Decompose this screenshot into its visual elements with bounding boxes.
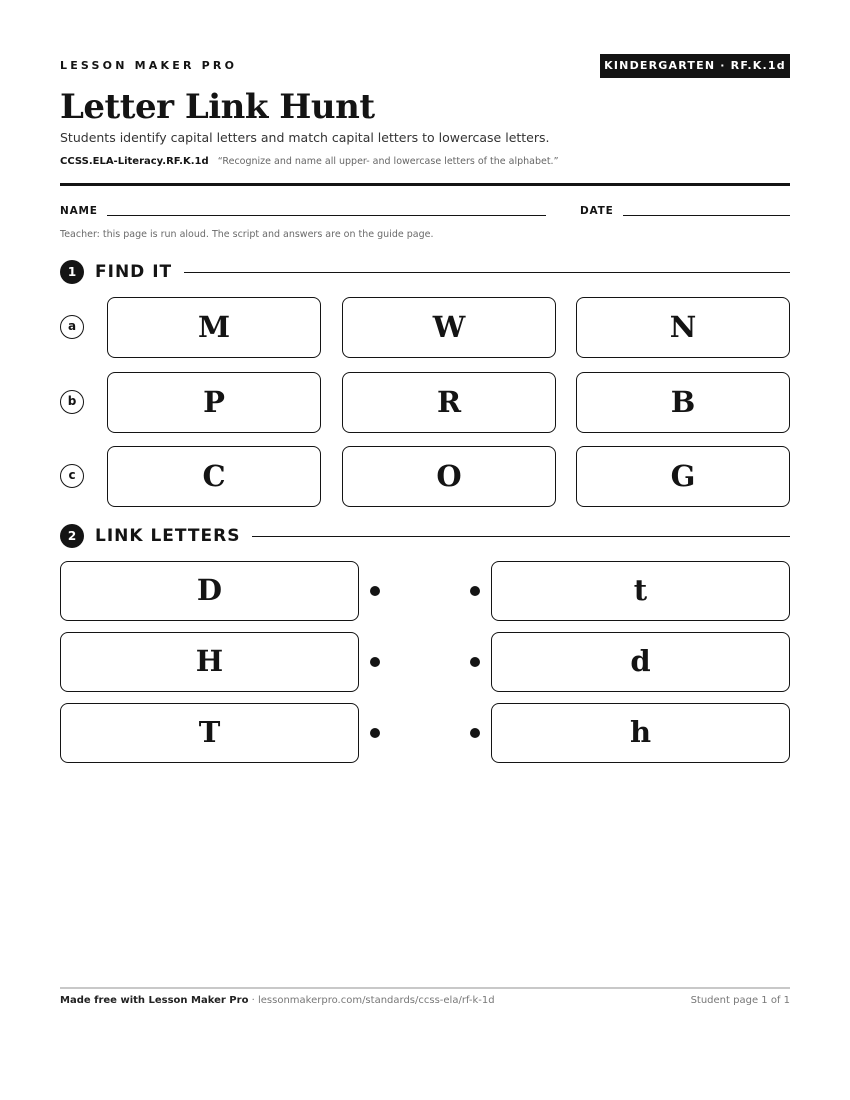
find-letter-card[interactable]: R <box>342 372 556 433</box>
date-line[interactable] <box>623 215 790 216</box>
section-link-letters-header <box>60 524 790 548</box>
link-dot-left[interactable] <box>370 586 380 596</box>
link-lowercase-card[interactable]: d <box>491 632 790 692</box>
section-rule <box>184 272 790 273</box>
page-title: Letter Link Hunt <box>60 87 375 127</box>
footer-made-with: Made free with Lesson Maker Pro <box>60 995 249 1006</box>
section-number: 1 <box>60 260 84 284</box>
page-subtitle: Students identify capital letters and match capital letters to lowercase letters. <box>60 130 550 145</box>
footer-credit <box>60 995 495 1006</box>
teacher-note: Teacher: this page is run aloud. The script and answers are on the guide page. <box>60 229 434 240</box>
link-uppercase-card[interactable]: T <box>60 703 359 763</box>
link-dot-right[interactable] <box>470 657 480 667</box>
footer-url[interactable]: · lessonmakerpro.com/standards/ccss-ela/rf-k-1d <box>248 995 495 1006</box>
link-lowercase-card[interactable]: h <box>491 703 790 763</box>
brand-name: LESSON MAKER PRO <box>60 59 238 72</box>
link-uppercase-card[interactable]: D <box>60 561 359 621</box>
link-dot-right[interactable] <box>470 728 480 738</box>
find-letter-card[interactable]: C <box>107 446 321 507</box>
link-dot-left[interactable] <box>370 657 380 667</box>
link-dot-right[interactable] <box>470 586 480 596</box>
find-letter-card[interactable]: M <box>107 297 321 358</box>
row-marker-b: b <box>60 390 84 414</box>
section-rule <box>248 536 790 537</box>
section-title: FIND IT <box>95 260 184 284</box>
date-label: DATE <box>580 205 614 217</box>
header-divider <box>60 183 790 186</box>
link-lowercase-card[interactable]: t <box>491 561 790 621</box>
grade-badge: KINDERGARTEN · RF.K.1d <box>600 54 790 78</box>
section-find-it-header <box>60 260 790 284</box>
section-title: LINK LETTERS <box>95 524 252 548</box>
find-letter-card[interactable]: O <box>342 446 556 507</box>
link-uppercase-card[interactable]: H <box>60 632 359 692</box>
find-letter-card[interactable]: W <box>342 297 556 358</box>
find-letter-card[interactable]: P <box>107 372 321 433</box>
name-label: NAME <box>60 205 98 217</box>
row-marker-c: c <box>60 464 84 488</box>
standard-line <box>60 156 559 167</box>
standard-code: CCSS.ELA-Literacy.RF.K.1d <box>60 156 209 167</box>
find-letter-card[interactable]: B <box>576 372 790 433</box>
standard-text: “Recognize and name all upper- and lowercase letters of the alphabet.” <box>217 156 559 167</box>
row-marker-a: a <box>60 315 84 339</box>
name-line[interactable] <box>107 215 546 216</box>
link-dot-left[interactable] <box>370 728 380 738</box>
find-letter-card[interactable]: G <box>576 446 790 507</box>
footer-divider <box>60 987 790 989</box>
find-letter-card[interactable]: N <box>576 297 790 358</box>
section-number: 2 <box>60 524 84 548</box>
footer-page-number: Student page 1 of 1 <box>690 995 790 1006</box>
